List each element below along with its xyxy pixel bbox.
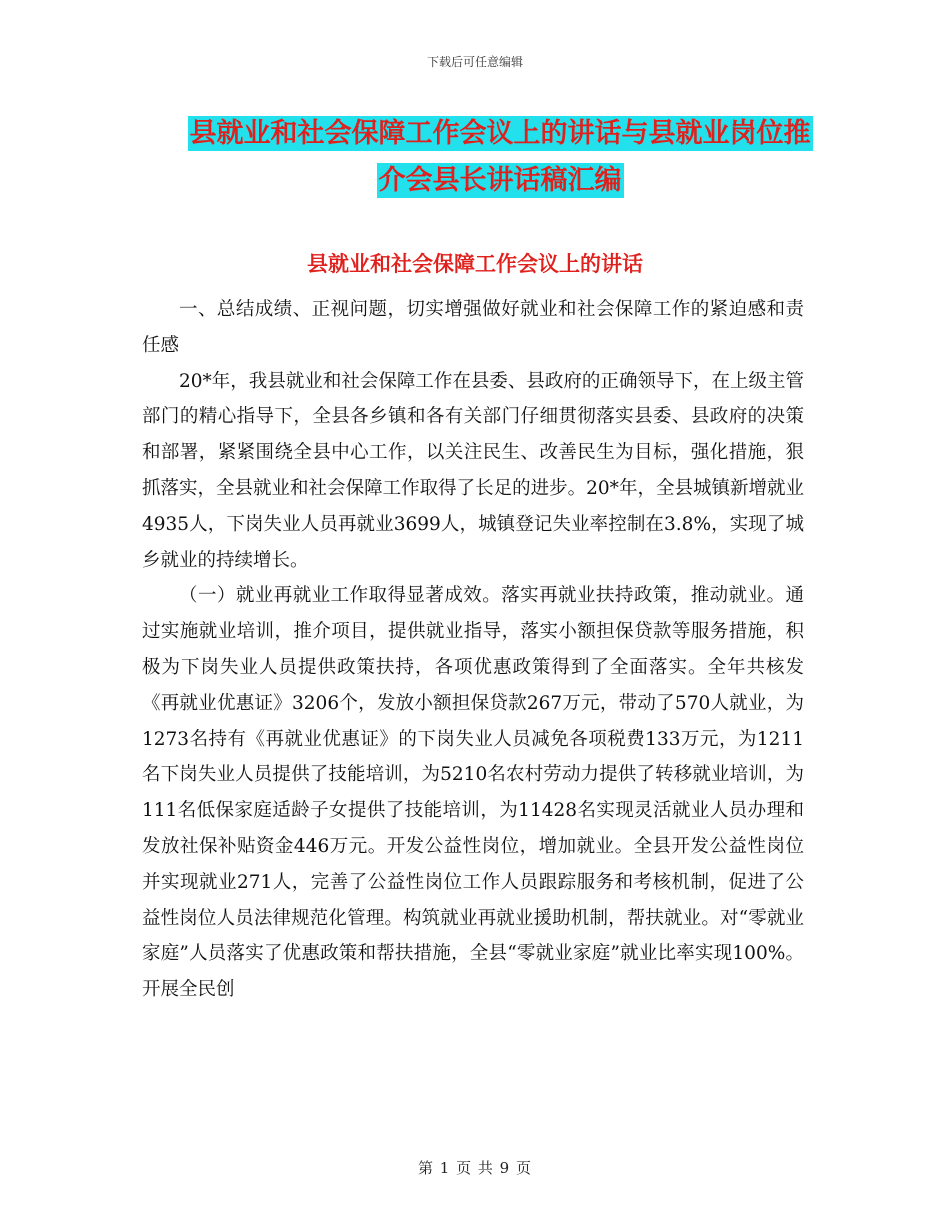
page-header-note: 下载后可任意编辑 bbox=[426, 55, 523, 69]
paragraph: 一、总结成绩、正视问题，切实增强做好就业和社会保障工作的紧迫感和责任感 bbox=[142, 299, 804, 356]
document-title-line-1: 县就业和社会保障工作会议上的讲话与县就业岗位推 bbox=[189, 118, 811, 149]
page-footer-number: 第 1 页 共 9 页 bbox=[418, 1159, 532, 1177]
document-title-line-2: 介会县长讲话稿汇编 bbox=[378, 165, 622, 196]
paragraph: 20*年，我县就业和社会保障工作在县委、县政府的正确领导下，在上级主管部门的精心指导下，全县各乡镇和各有关部门仔细贯彻落实县委、县政府的决策和部署，紧紧围绕全县中心工作，以关注民生、改善民生为目标，强化措施，狠抓落实，全县就业和社会保障工作取得了长足的进步。20*年，全县城镇新增就业4935人，下岗失业人员再就业3699人，城镇登记失业率控制在3.8%，实现了城乡就业的持续增长。 bbox=[142, 370, 804, 571]
paragraph: （一）就业再就业工作取得显著成效。落实再就业扶持政策，推动就业。通过实施就业培训，推介项目，提供就业指导，落实小额担保贷款等服务措施，积极为下岗失业人员提供政策扶持，各项优惠政策得到了全面落实。全年共核发《再就业优惠证》3206个，发放小额担保贷款267万元，带动了570人就业，为1273名持有《再就业优惠证》的下岗失业人员减免各项税费133万元，为1211名下岗失业人员提供了技能培训，为5210名农村劳动力提供了转移就业培训，为111名低保家庭适龄子女提供了技能培训，为11428名实现灵活就业人员办理和发放社保补贴资金446万元。开发公益性岗位，增加就业。全县开发公益性岗位并实现就业271人，完善了公益性岗位工作人员跟踪服务和考核机制，促进了公益性岗位人员法律规范化管理。构筑就业再就业援助机制，帮扶就业。对“零就业家庭”人员落实了优惠政策和帮扶措施，全县“零就业家庭”就业比率实现100%。开展全民创 bbox=[142, 585, 804, 1001]
document-body bbox=[142, 292, 804, 1008]
document-title bbox=[150, 110, 850, 204]
section-title: 县就业和社会保障工作会议上的讲话 bbox=[307, 252, 643, 276]
